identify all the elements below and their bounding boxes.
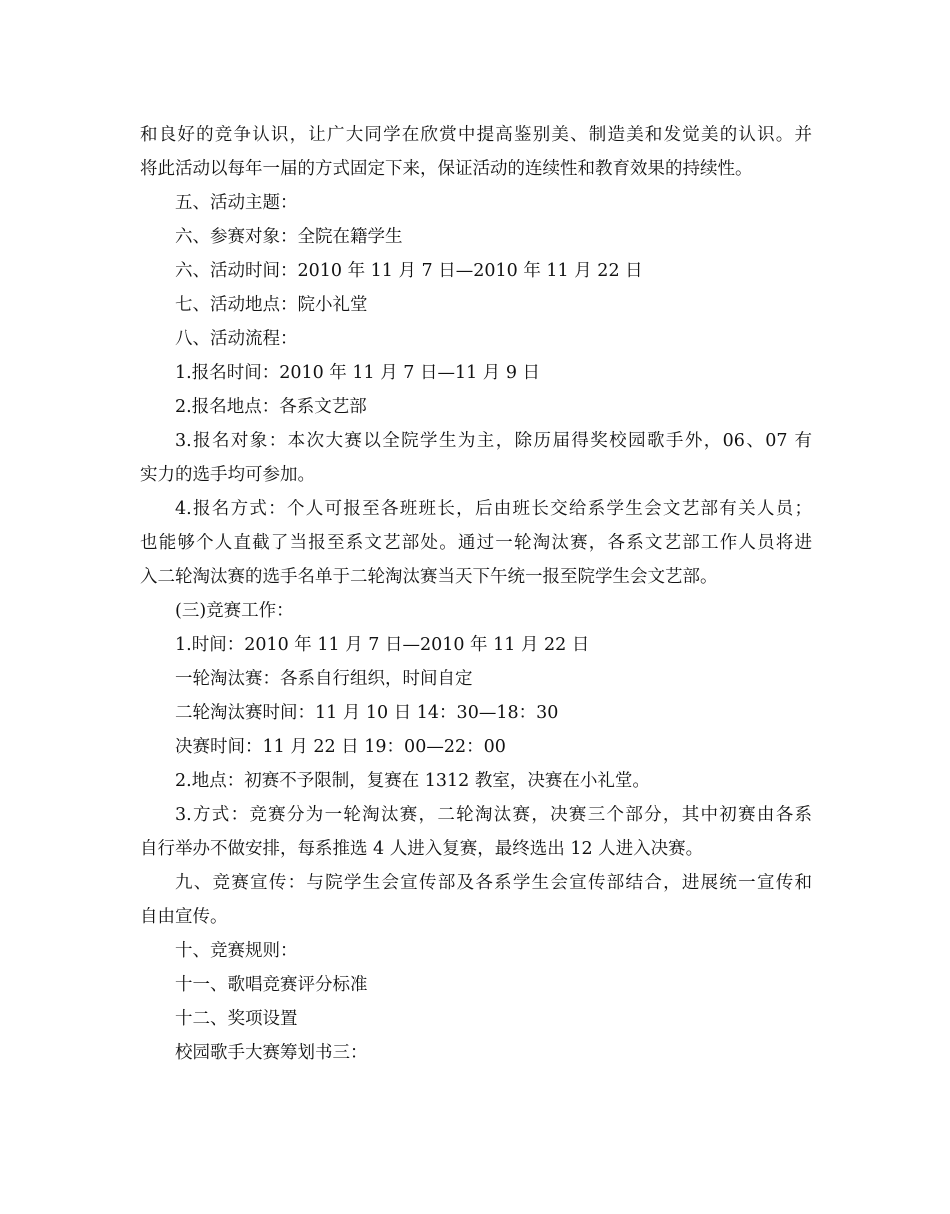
section-heading-rules: 十、竞赛规则： — [175, 941, 298, 961]
list-item-competition-format: 3.方式：竞赛分为一轮淘汰赛，二轮淘汰赛，决赛三个部分，其中初赛由各系 — [175, 805, 812, 825]
list-item-registration-place: 2.报名地点：各系文艺部 — [175, 397, 367, 417]
section-heading-time: 六、活动时间：2010 年 11 月 7 日—2010 年 11 月 22 日 — [175, 261, 643, 281]
paragraph-line: 自由宣传。 — [140, 907, 228, 927]
list-item-registration-method: 4.报名方式：个人可报至各班班长，后由班长交给系学生会文艺部有关人员； — [175, 499, 812, 519]
document-subtitle: 校园歌手大赛筹划书三： — [175, 1043, 368, 1063]
paragraph-line: 将此活动以每年一届的方式固定下来，保证活动的连续性和教育效果的持续性。 — [140, 159, 753, 179]
paragraph-line: 入二轮淘汰赛的选手名单于二轮淘汰赛当天下午统一报至院学生会文艺部。 — [140, 567, 718, 587]
schedule-final: 决赛时间：11 月 22 日 19：00—22：00 — [175, 737, 506, 757]
section-heading-theme: 五、活动主题： — [175, 193, 298, 213]
document-body — [140, 118, 812, 1070]
section-heading-participants: 六、参赛对象：全院在籍学生 — [175, 227, 403, 247]
paragraph-line: 实力的选手均可参加。 — [140, 465, 315, 485]
list-item-registration-time: 1.报名时间：2010 年 11 月 7 日—11 月 9 日 — [175, 363, 541, 383]
section-heading-process: 八、活动流程： — [175, 329, 298, 349]
section-heading-competition-work: (三)竞赛工作： — [175, 601, 294, 621]
list-item-registration-target: 3.报名对象：本次大赛以全院学生为主，除历届得奖校园歌手外，06、07 有 — [175, 431, 812, 451]
paragraph-line: 和良好的竞争认识，让广大同学在欣赏中提高鉴别美、制造美和发觉美的认识。并 — [140, 125, 812, 145]
list-item-competition-place: 2.地点：初赛不予限制，复赛在 1312 教室，决赛在小礼堂。 — [175, 771, 650, 791]
schedule-round-two: 二轮淘汰赛时间：11 月 10 日 14：30—18：30 — [175, 703, 559, 723]
list-item-competition-time: 1.时间：2010 年 11 月 7 日—2010 年 11 月 22 日 — [175, 635, 590, 655]
paragraph-line: 自行举办不做安排，每系推选 4 人进入复赛，最终选出 12 人进入决赛。 — [140, 839, 704, 859]
section-heading-awards: 十二、奖项设置 — [175, 1009, 298, 1029]
schedule-round-one: 一轮淘汰赛：各系自行组织，时间自定 — [175, 669, 473, 689]
section-heading-location: 七、活动地点：院小礼堂 — [175, 295, 368, 315]
section-heading-publicity: 九、竞赛宣传：与院学生会宣传部及各系学生会宣传部结合，进展统一宣传和 — [175, 873, 812, 893]
section-heading-scoring: 十一、歌唱竞赛评分标准 — [175, 975, 368, 995]
paragraph-line: 也能够个人直截了当报至系文艺部处。通过一轮淘汰赛，各系文艺部工作人员将进 — [140, 533, 812, 553]
